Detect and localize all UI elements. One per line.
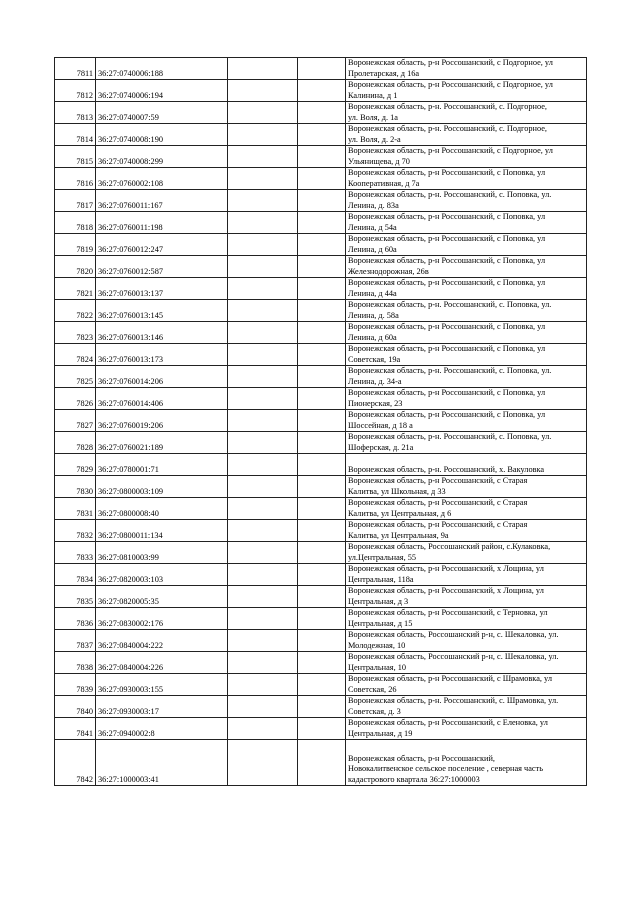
address-line: Воронежская область, р-н Россошанский, с Терновка, ул xyxy=(348,608,548,617)
empty-cell xyxy=(228,124,298,146)
table-row xyxy=(55,498,587,520)
property-register-table xyxy=(54,57,587,786)
table-row xyxy=(55,124,587,146)
empty-cell xyxy=(228,80,298,102)
row-number: 7822 xyxy=(55,300,96,322)
cadastral-number: 36:27:0760002:108 xyxy=(96,168,228,190)
address-line: Воронежская область, р-н Россошанский, х Лощина, ул xyxy=(348,586,544,595)
address-line: Воронежская область, р-н Россошанский, xyxy=(348,753,495,763)
address-line: Воронежская область, р-н Россошанский, с Старая xyxy=(348,498,528,507)
table-row xyxy=(55,674,587,696)
empty-cell xyxy=(298,520,346,542)
address-line: Молодежная, 10 xyxy=(348,640,406,650)
empty-cell xyxy=(228,740,298,786)
row-number: 7824 xyxy=(55,344,96,366)
address-line: Советская, 19а xyxy=(348,354,401,364)
address-line: ул.Центральная, 55 xyxy=(348,552,417,562)
table-row xyxy=(55,608,587,630)
empty-cell xyxy=(298,652,346,674)
row-number: 7833 xyxy=(55,542,96,564)
cadastral-number: 36:27:0760013:173 xyxy=(96,344,228,366)
empty-cell xyxy=(228,102,298,124)
address-cell xyxy=(346,102,587,124)
empty-cell xyxy=(298,542,346,564)
empty-cell xyxy=(228,366,298,388)
empty-cell xyxy=(228,454,298,476)
table-row xyxy=(55,146,587,168)
address-line: Ленина, д 54а xyxy=(348,222,397,232)
row-number: 7819 xyxy=(55,234,96,256)
table-row xyxy=(55,740,587,786)
empty-cell xyxy=(228,718,298,740)
address-line: Шоссейная, д 18 а xyxy=(348,420,413,430)
address-line: ул. Воля, д. 1а xyxy=(348,112,398,122)
row-number: 7839 xyxy=(55,674,96,696)
table-row xyxy=(55,520,587,542)
empty-cell xyxy=(298,234,346,256)
address-cell xyxy=(346,432,587,454)
address-cell xyxy=(346,366,587,388)
address-line: Воронежская область, р-н Россошанский, с Поповка, ул xyxy=(348,278,546,287)
table-row xyxy=(55,718,587,740)
table-row xyxy=(55,696,587,718)
address-line: Центральная, д 19 xyxy=(348,728,413,738)
empty-cell xyxy=(298,212,346,234)
cadastral-number: 36:27:0800003:109 xyxy=(96,476,228,498)
empty-cell xyxy=(228,300,298,322)
empty-cell xyxy=(298,498,346,520)
address-line: Калитва, ул Школьная, д 33 xyxy=(348,486,446,496)
row-number: 7835 xyxy=(55,586,96,608)
empty-cell xyxy=(298,432,346,454)
cadastral-number: 36:27:0760014:206 xyxy=(96,366,228,388)
address-line: Ленина, д 60а xyxy=(348,244,397,254)
empty-cell xyxy=(298,124,346,146)
empty-cell xyxy=(228,696,298,718)
row-number: 7812 xyxy=(55,80,96,102)
cadastral-number: 36:27:0800011:134 xyxy=(96,520,228,542)
address-cell xyxy=(346,300,587,322)
row-number: 7818 xyxy=(55,212,96,234)
row-number: 7840 xyxy=(55,696,96,718)
empty-cell xyxy=(298,454,346,476)
address-line: Шоферская, д. 21а xyxy=(348,442,414,452)
row-number: 7842 xyxy=(55,740,96,786)
row-number: 7821 xyxy=(55,278,96,300)
empty-cell xyxy=(298,322,346,344)
address-line: Воронежская область, р-н. Россошанский, с. Подгорное, xyxy=(348,102,547,111)
address-line: Воронежская область, р-н. Россошанский, с. Поповка, ул. xyxy=(348,190,552,199)
row-number: 7813 xyxy=(55,102,96,124)
address-line: Центральная, 118а xyxy=(348,574,414,584)
empty-cell xyxy=(228,432,298,454)
address-line: Воронежская область, р-н. Россошанский, х. Вакуловка xyxy=(348,464,545,474)
row-number: 7811 xyxy=(55,58,96,80)
cadastral-number: 36:27:0760012:587 xyxy=(96,256,228,278)
cadastral-number: 36:27:0760011:167 xyxy=(96,190,228,212)
row-number: 7814 xyxy=(55,124,96,146)
empty-cell xyxy=(228,256,298,278)
address-cell xyxy=(346,498,587,520)
address-line: Воронежская область, р-н Россошанский, с Поповка, ул xyxy=(348,256,546,265)
table-row xyxy=(55,300,587,322)
address-line: Воронежская область, р-н. Россошанский, с. Поповка, ул. xyxy=(348,300,552,309)
address-line: Воронежская область, р-н. Россошанский, с. Подгорное, xyxy=(348,124,547,133)
table-row xyxy=(55,256,587,278)
row-number: 7828 xyxy=(55,432,96,454)
empty-cell xyxy=(228,520,298,542)
empty-cell xyxy=(298,190,346,212)
address-cell xyxy=(346,278,587,300)
address-line: Калитва, ул Центральная, 9а xyxy=(348,530,449,540)
address-line: Советская, 26 xyxy=(348,684,397,694)
cadastral-number: 36:27:0740008:190 xyxy=(96,124,228,146)
row-number: 7817 xyxy=(55,190,96,212)
address-line: Пионерская, 23 xyxy=(348,398,403,408)
cadastral-number: 36:27:0940002:8 xyxy=(96,718,228,740)
address-cell xyxy=(346,58,587,80)
cadastral-number: 36:27:0820005:35 xyxy=(96,586,228,608)
empty-cell xyxy=(298,146,346,168)
address-cell xyxy=(346,410,587,432)
address-line: ул. Воля, д. 2-а xyxy=(348,134,401,144)
row-number: 7820 xyxy=(55,256,96,278)
cadastral-number: 36:27:0740008:299 xyxy=(96,146,228,168)
table-row xyxy=(55,476,587,498)
empty-cell xyxy=(228,586,298,608)
empty-cell xyxy=(228,344,298,366)
table-row xyxy=(55,58,587,80)
table-row xyxy=(55,190,587,212)
empty-cell xyxy=(228,212,298,234)
address-line: Воронежская область, р-н Россошанский, с Поповка, ул xyxy=(348,168,546,177)
address-cell xyxy=(346,476,587,498)
address-line: Воронежская область, Россошанский р-н, с. Шекаловка, ул. xyxy=(348,630,559,639)
empty-cell xyxy=(298,696,346,718)
cadastral-number: 36:27:0760013:146 xyxy=(96,322,228,344)
empty-cell xyxy=(298,80,346,102)
address-line: Воронежская область, Россошанский р-н, с. Шекаловка, ул. xyxy=(348,652,559,661)
table-row xyxy=(55,432,587,454)
cadastral-number: 36:27:0820003:103 xyxy=(96,564,228,586)
empty-cell xyxy=(228,608,298,630)
address-line: Воронежская область, Россошанский район, с.Кулаковка, xyxy=(348,542,551,551)
address-line: Воронежская область, р-н. Россошанский, с. Поповка, ул. xyxy=(348,432,552,441)
row-number: 7816 xyxy=(55,168,96,190)
address-line: Ленина, д. 58а xyxy=(348,310,399,320)
empty-cell xyxy=(298,300,346,322)
address-cell xyxy=(346,344,587,366)
table-row xyxy=(55,388,587,410)
row-number: 7837 xyxy=(55,630,96,652)
row-number: 7834 xyxy=(55,564,96,586)
address-line: Железнодорожная, 26в xyxy=(348,266,429,276)
table-row xyxy=(55,410,587,432)
empty-cell xyxy=(228,410,298,432)
cadastral-number: 36:27:0760011:198 xyxy=(96,212,228,234)
cadastral-number: 36:27:0840004:222 xyxy=(96,630,228,652)
row-number: 7826 xyxy=(55,388,96,410)
row-number: 7841 xyxy=(55,718,96,740)
address-line: Советская, д. 3 xyxy=(348,706,401,716)
cadastral-number: 36:27:0810003:99 xyxy=(96,542,228,564)
empty-cell xyxy=(228,234,298,256)
empty-cell xyxy=(228,674,298,696)
address-line: Новокалитвенское сельское поселение , северная часть xyxy=(348,764,543,773)
address-cell xyxy=(346,608,587,630)
address-line: кадастрового квартала 36:27:1000003 xyxy=(348,774,480,784)
row-number: 7823 xyxy=(55,322,96,344)
cadastral-number: 36:27:0740007:59 xyxy=(96,102,228,124)
row-number: 7815 xyxy=(55,146,96,168)
address-line: Ленина, д 44а xyxy=(348,288,397,298)
empty-cell xyxy=(298,256,346,278)
empty-cell xyxy=(228,476,298,498)
address-cell xyxy=(346,146,587,168)
cadastral-number: 36:27:0830002:176 xyxy=(96,608,228,630)
address-line: Кооперативная, д 7а xyxy=(348,178,420,188)
empty-cell xyxy=(228,278,298,300)
table-row xyxy=(55,234,587,256)
address-cell xyxy=(346,586,587,608)
address-line: Воронежская область, р-н Россошанский, х Лощина, ул xyxy=(348,564,544,573)
cadastral-number: 36:27:0740006:188 xyxy=(96,58,228,80)
empty-cell xyxy=(298,718,346,740)
table-row xyxy=(55,278,587,300)
address-line: Воронежская область, р-н Россошанский, с Подгорное, ул xyxy=(348,58,553,67)
address-line: Ленина, д 60а xyxy=(348,332,397,342)
address-line: Калинина, д 1 xyxy=(348,90,398,100)
cadastral-number: 36:27:0840004:226 xyxy=(96,652,228,674)
cadastral-number: 36:27:0760013:137 xyxy=(96,278,228,300)
address-line: Ленина, д. 83а xyxy=(348,200,399,210)
table-row xyxy=(55,366,587,388)
row-number: 7838 xyxy=(55,652,96,674)
address-cell xyxy=(346,674,587,696)
address-line: Калитва, ул Центральная, д 6 xyxy=(348,508,452,518)
cadastral-number: 36:27:0760019:206 xyxy=(96,410,228,432)
empty-cell xyxy=(228,388,298,410)
empty-cell xyxy=(228,652,298,674)
address-cell xyxy=(346,256,587,278)
register-table-body xyxy=(55,58,587,786)
empty-cell xyxy=(298,564,346,586)
empty-cell xyxy=(298,476,346,498)
row-number: 7827 xyxy=(55,410,96,432)
table-row xyxy=(55,652,587,674)
cadastral-number: 36:27:0760013:145 xyxy=(96,300,228,322)
address-cell xyxy=(346,718,587,740)
table-row xyxy=(55,630,587,652)
address-line: Воронежская область, р-н Россошанский, с Подгорное, ул xyxy=(348,80,553,89)
address-cell xyxy=(346,542,587,564)
table-row xyxy=(55,344,587,366)
address-line: Воронежская область, р-н Россошанский, с Поповка, ул xyxy=(348,344,546,353)
empty-cell xyxy=(228,168,298,190)
empty-cell xyxy=(298,674,346,696)
row-number: 7829 xyxy=(55,454,96,476)
address-cell xyxy=(346,652,587,674)
address-line: Воронежская область, р-н Россошанский, с Поповка, ул xyxy=(348,212,546,221)
empty-cell xyxy=(228,322,298,344)
cadastral-number: 36:27:0800008:40 xyxy=(96,498,228,520)
cadastral-number: 36:27:1000003:41 xyxy=(96,740,228,786)
row-number: 7831 xyxy=(55,498,96,520)
empty-cell xyxy=(298,608,346,630)
table-row xyxy=(55,586,587,608)
address-cell xyxy=(346,696,587,718)
address-cell xyxy=(346,454,587,476)
address-line: Ульянищева, д 70 xyxy=(348,156,410,166)
empty-cell xyxy=(298,740,346,786)
address-cell xyxy=(346,124,587,146)
cadastral-number: 36:27:0930003:17 xyxy=(96,696,228,718)
table-row xyxy=(55,102,587,124)
address-line: Центральная, д 3 xyxy=(348,596,409,606)
table-row xyxy=(55,454,587,476)
cadastral-number: 36:27:0760014:406 xyxy=(96,388,228,410)
address-line: Воронежская область, р-н. Россошанский, с. Шрамовка, ул. xyxy=(348,696,559,705)
address-cell xyxy=(346,388,587,410)
address-line: Ленина, д. 34-а xyxy=(348,376,402,386)
address-cell xyxy=(346,212,587,234)
row-number: 7830 xyxy=(55,476,96,498)
address-line: Центральная, д 15 xyxy=(348,618,413,628)
address-cell xyxy=(346,80,587,102)
address-cell xyxy=(346,740,587,786)
empty-cell xyxy=(228,630,298,652)
address-line: Воронежская область, р-н Россошанский, с Поповка, ул xyxy=(348,388,546,397)
address-line: Воронежская область, р-н Россошанский, с Поповка, ул xyxy=(348,322,546,331)
address-line: Воронежская область, р-н Россошанский, с Поповка, ул xyxy=(348,234,546,243)
table-row xyxy=(55,80,587,102)
address-line: Воронежская область, р-н Россошанский, с Еленовка, ул xyxy=(348,718,548,727)
cadastral-number: 36:27:0930003:155 xyxy=(96,674,228,696)
row-number: 7825 xyxy=(55,366,96,388)
address-line: Воронежская область, р-н Россошанский, с Подгорное, ул xyxy=(348,146,553,155)
empty-cell xyxy=(298,366,346,388)
table-row xyxy=(55,542,587,564)
cadastral-number: 36:27:0740006:194 xyxy=(96,80,228,102)
address-cell xyxy=(346,190,587,212)
empty-cell xyxy=(228,146,298,168)
address-cell xyxy=(346,564,587,586)
address-cell xyxy=(346,630,587,652)
address-line: Пролетарская, д 16а xyxy=(348,68,420,78)
empty-cell xyxy=(228,542,298,564)
address-line: Воронежская область, р-н Россошанский, с Поповка, ул xyxy=(348,410,546,419)
empty-cell xyxy=(298,278,346,300)
empty-cell xyxy=(228,564,298,586)
table-row xyxy=(55,168,587,190)
empty-cell xyxy=(298,344,346,366)
empty-cell xyxy=(298,388,346,410)
address-cell xyxy=(346,322,587,344)
empty-cell xyxy=(228,498,298,520)
address-line: Воронежская область, р-н Россошанский, с Старая xyxy=(348,520,528,529)
address-line: Воронежская область, р-н. Россошанский, с. Поповка, ул. xyxy=(348,366,552,375)
address-cell xyxy=(346,234,587,256)
table-row xyxy=(55,212,587,234)
empty-cell xyxy=(298,102,346,124)
empty-cell xyxy=(298,58,346,80)
empty-cell xyxy=(228,190,298,212)
row-number: 7832 xyxy=(55,520,96,542)
address-line: Центральная, 10 xyxy=(348,662,407,672)
empty-cell xyxy=(228,58,298,80)
cadastral-number: 36:27:0780001:71 xyxy=(96,454,228,476)
empty-cell xyxy=(298,410,346,432)
address-cell xyxy=(346,520,587,542)
empty-cell xyxy=(298,168,346,190)
address-line: Воронежская область, р-н Россошанский, с Старая xyxy=(348,476,528,485)
empty-cell xyxy=(298,630,346,652)
empty-cell xyxy=(298,586,346,608)
cadastral-number: 36:27:0760021:189 xyxy=(96,432,228,454)
table-row xyxy=(55,322,587,344)
address-line: Воронежская область, р-н Россошанский, с Шрамовка, ул xyxy=(348,674,552,683)
table-row xyxy=(55,564,587,586)
cadastral-number: 36:27:0760012:247 xyxy=(96,234,228,256)
row-number: 7836 xyxy=(55,608,96,630)
address-cell xyxy=(346,168,587,190)
